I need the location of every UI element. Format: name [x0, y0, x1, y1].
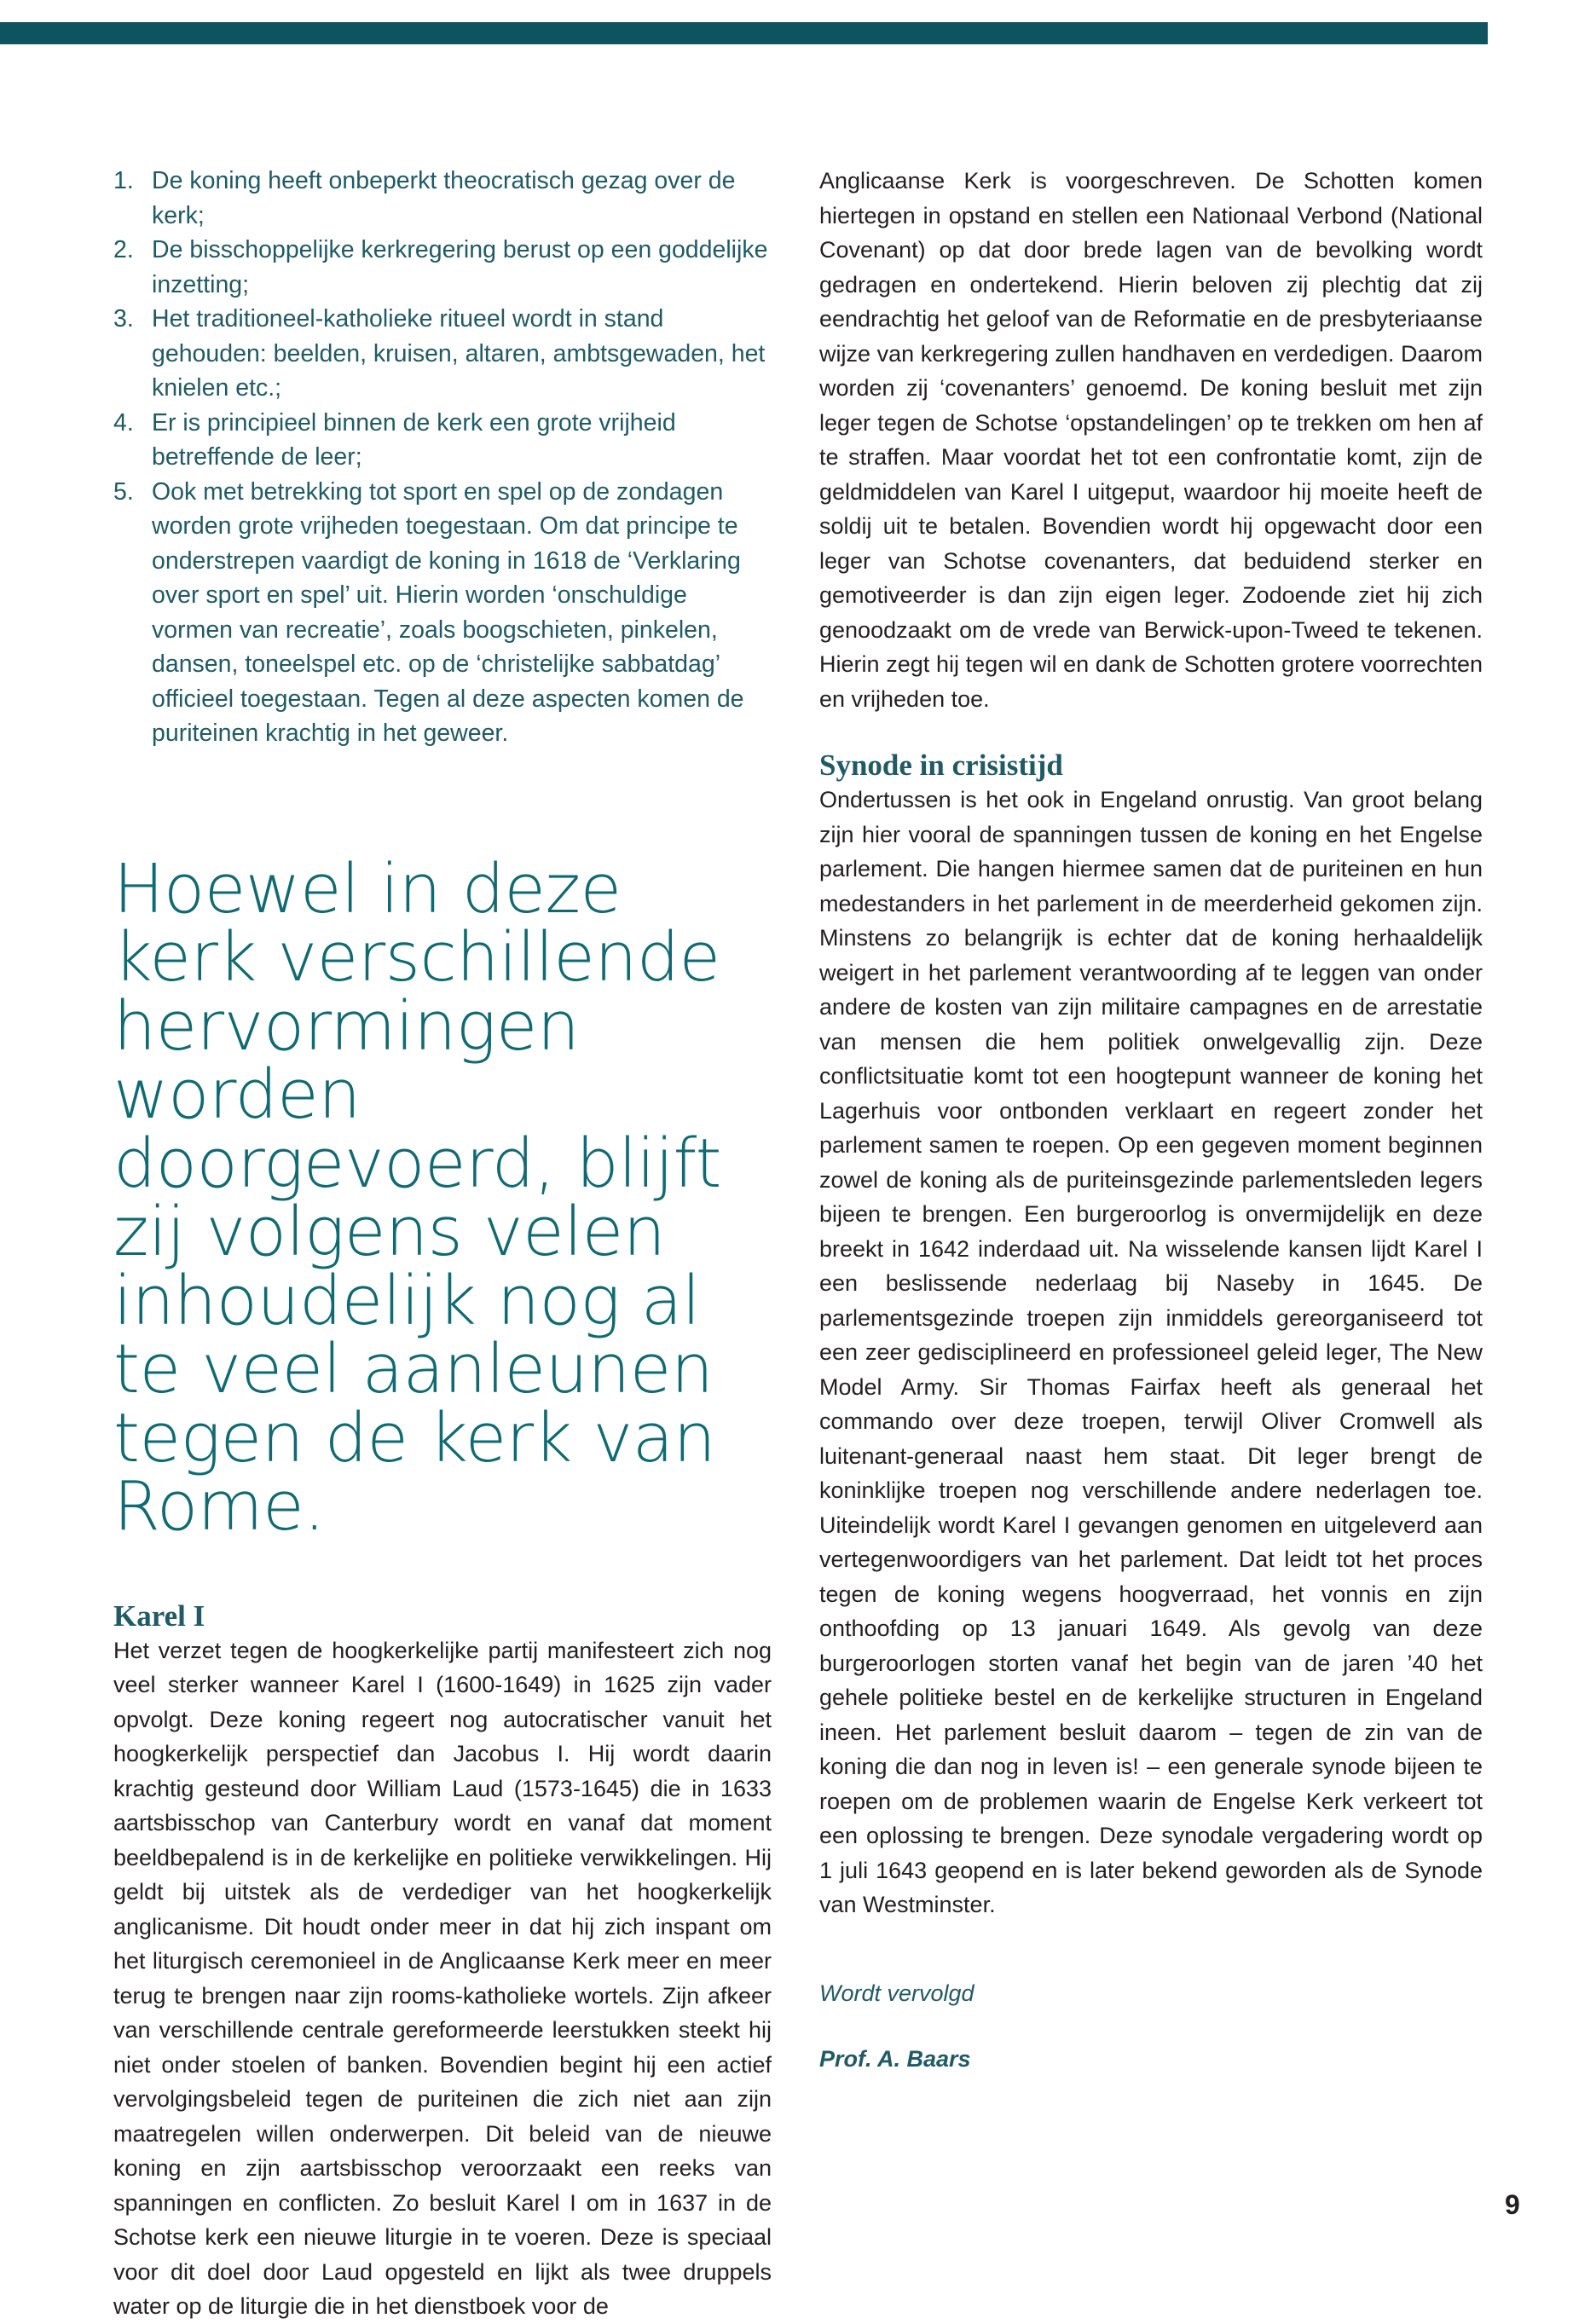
list-text: De koning heeft onbeperkt theocratisch gezag over de kerk;: [152, 167, 736, 229]
body-text-synode: Ondertussen is het ook in Engeland onrustig. Van groot belang zijn hier vooral de spanningen tussen de koning en het Engelse parlement. Die hangen hiermee samen dat de puriteinen en hun medestanders in het parlement in de meerderheid gekomen zijn. Minstens zo belangrijk is echter dat de koning herhaaldelijk weigert in het parlement verantwoording af te leggen van onder andere de kosten van zijn militaire campagnes en de arrestatie van mensen die hem politiek onwelgevallig zijn. Deze conflictsituatie komt tot een hoogtepunt wanneer de koning het Lagerhuis voor ontbonden verklaart en regeert zonder het parlement samen te roepen. Op een gegeven moment beginnen zowel de koning als de puriteinsgezinde parlementsleden legers bijeen te brengen. Een burgeroorlog is onvermijdelijk en deze breekt in 1642 inderdaad uit. Na wisselende kansen lijdt Karel I een beslissende nederlaag bij Naseby in 1645. De parlementsgezinde troepen zijn inmiddels gereorganiseerd tot een zeer gedisciplineerd en professioneel geleid leger, The New Model Army. Sir Thomas Fairfax heeft als generaal het commando over deze troepen, terwijl Oliver Cromwell als luitenant-generaal naast hem staat. Dit leger brengt de koninklijke troepen nog verschillende andere nederlagen toe. Uiteindelijk wordt Karel I gevangen genomen en uitgeleverd aan vertegenwoordigers van het parlement. Dat leidt tot het proces tegen de koning wegens hoogverraad, het vonnis en zijn onthoofding op 13 januari 1649. Als gevolg van deze burgeroorlogen storten vanaf het begin van de jaren ’40 het gehele politieke bestel en de kerkelijke structuren in Engeland ineen. Het parlement besluit daarom – tegen de zin van de koning die dan nog in leven is! – een generale synode bijeen te roepen om de problemen waarin de Engelse Kerk verkeert tot een oplossing te brengen. Deze synodale vergadering wordt op 1 juli 1643 geopend en is later bekend geworden als de Synode van Westminster.: [819, 787, 1483, 1917]
list-item: [113, 233, 772, 302]
list-number: 4.: [113, 408, 134, 436]
body-text-karel: Het verzet tegen de hoogkerkelijke partij manifesteert zich nog veel sterker wanneer Karel I (1600-1649) in 1625 zijn vader opvolgt. Deze koning regeert nog autocratischer vanuit het hoogkerkelijk perspectief dan Jacobus I. Hij wordt daarin krachtig gesteund door William Laud (1573-1645) die in 1633 aartsbisschop van Canterbury wordt en vanaf dat moment beeldbepalend is in de kerkelijke en politieke verwikkelingen. Hij geldt bij uitstek als de verdediger van het hoogkerkelijk anglicanisme. Dit houdt onder meer in dat hij zich inspant om het liturgisch ceremonieel in de Anglicaanse Kerk meer en meer terug te brengen naar zijn rooms-katholieke wortels. Zijn afkeer van verschillende centrale gereformeerde leerstukken steekt hij niet onder stoelen of banken. Bovendien begint hij een actief vervolgingsbeleid tegen de puriteinen die zich niet aan zijn maatregelen willen onderwerpen. Dit beleid van de nieuwe koning en zijn aartsbisschop veroorzaakt een reeks van spanningen en conflicten. Zo besluit Karel I om in 1637 in de Schotse kerk een nieuwe liturgie in te voeren. Deze is speciaal voor dit doel door Laud opgesteld en lijkt als twee druppels water op de liturgie die in het dienstboek voor de: [113, 1637, 772, 2319]
list-number: 5.: [113, 477, 134, 506]
page-number: 9: [1505, 2189, 1520, 2220]
body-text-continued: Anglicaanse Kerk is voorgeschreven. De Schotten komen hiertegen in opstand en stellen een Nationaal Verbond (National Covenant) op dat door brede lagen van de bevolking wordt gedragen en ondertekend. Hierin beloven zij plechtig dat zij eendrachtig het geloof van de Reformatie en de presbyteriaanse wijze van kerkregering zullen handhaven en verdedigen. Daarom worden zij ‘covenanters’ genoemd. De koning besluit met zijn leger tegen de Schotse ‘opstandelingen’ op te trekken om hen af te straffen. Maar voordat het tot een confrontatie komt, zijn de geldmiddelen van Karel I uitgeput, waardoor hij moeite heeft de soldij uit te betalen. Bovendien wordt hij opgewacht door een leger van Schotse covenanters, dat beduidend sterker en gemotiveerder is dan zijn eigen leger. Zodoende ziet hij zich genoodzaakt om de vrede van Berwick-upon-Tweed te tekenen. Hierin zegt hij tegen wil en dank de Schotten grotere voorrechten en vrijheden toe.: [819, 168, 1483, 712]
list-text: Er is principieel binnen de kerk een grote vrijheid betreffende de leer;: [152, 408, 676, 471]
list-item: [113, 475, 772, 751]
list-item: [113, 406, 772, 475]
list-number: 2.: [113, 236, 134, 263]
list-text: Het traditioneel-katholieke ritueel wordt in stand gehouden: beelden, kruisen, altaren, ambtsgewaden, het knielen etc.;: [152, 305, 766, 402]
author-name: Prof. A. Baars: [819, 2045, 971, 2072]
list-number: 3.: [113, 305, 134, 332]
list-number: 1.: [113, 167, 134, 194]
pull-quote: Hoewel in deze kerk verschillende hervormingen worden doorgevoerd, blijft zij volgens velen inhoudelijk nog al te veel aanleunen tegen de kerk van Rome.: [113, 849, 721, 1546]
header-accent-bar: [0, 22, 1488, 44]
section-heading-synode: Synode in crisistijd: [819, 749, 1063, 782]
list-item: [113, 302, 772, 406]
left-column: [113, 164, 772, 2324]
list-item: [113, 164, 772, 233]
continued-note: Wordt vervolgd: [819, 1980, 974, 2006]
right-column: [819, 164, 1483, 2076]
list-text: Ook met betrekking tot sport en spel op de zondagen worden grote vrijheden toegestaan. Om dat principe te onderstrepen vaardigt de koning in 1618 de ‘Verklaring over sport en spel’ uit. Hierin worden ‘onschuldige vormen van recreatie’, zoals boogschieten, pinkelen, dansen, toneelspel etc. op de ‘christelijke sabbatdag’ officieel toegestaan. Tegen al deze aspecten komen de puriteinen krachtig in het geweer.: [152, 477, 744, 747]
section-heading-karel: Karel I: [113, 1598, 205, 1633]
numbered-list: [113, 164, 772, 751]
list-text: De bisschoppelijke kerkregering berust op een goddelijke inzetting;: [152, 236, 768, 298]
